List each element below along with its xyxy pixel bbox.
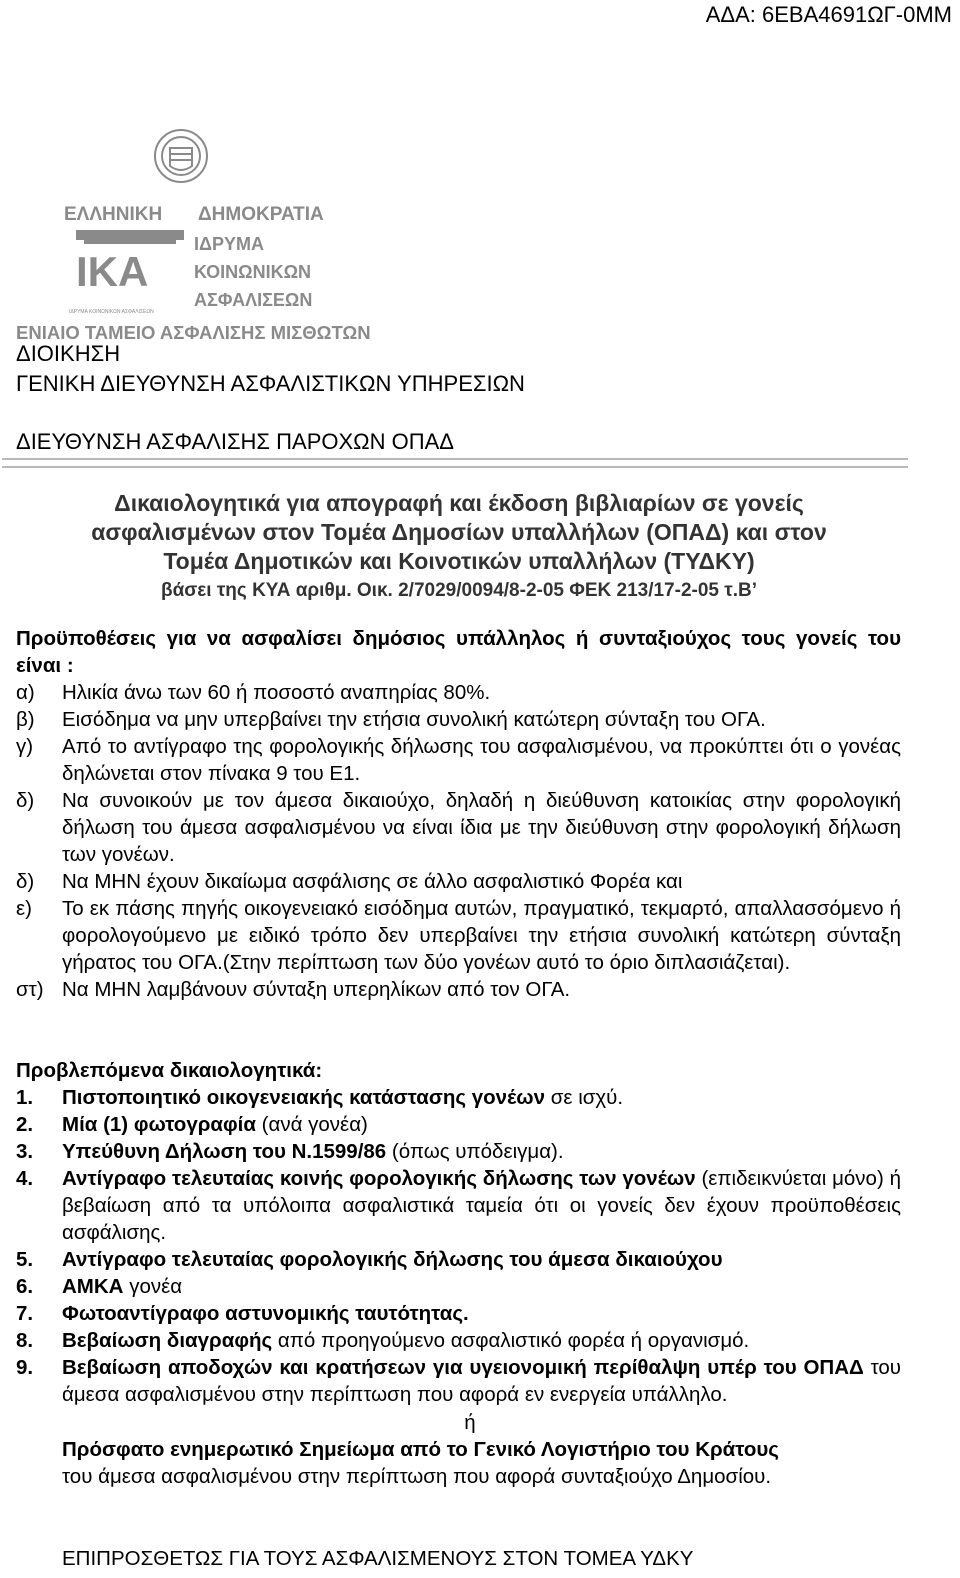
- header-line: ΓΕΝΙΚΗ ΔΙΕΥΘΥΝΣΗ ΑΣΦΑΛΙΣΤΙΚΩΝ ΥΠΗΡΕΣΙΩΝ: [16, 371, 525, 396]
- ika-mark: IKA: [76, 248, 149, 295]
- list-item: 7. Φωτοαντίγραφο αστυνομικής ταυτότητας.: [16, 1302, 469, 1325]
- list-item: 2. Μία (1) φωτογραφία (ανά γονέα): [16, 1113, 368, 1136]
- list-item: δ) Να ΜΗΝ έχουν δικαίωμα ασφάλισης σε άλλο ασφαλιστικό Φορέα και: [16, 870, 683, 893]
- header-line: ΔΙΕΥΘΥΝΣΗ ΑΣΦΑΛΙΣΗΣ ΠΑΡΟΧΩΝ ΟΠΑΔ: [16, 429, 454, 454]
- alternative-item: Πρόσφατο ενημερωτικό Σημείωμα από το Γενικό Λογιστήριο του Κράτους: [62, 1438, 779, 1461]
- list-item: στ) Να ΜΗΝ λαμβάνουν σύνταξη υπερηλίκων από τον ΟΓΑ.: [16, 978, 571, 1001]
- conditions-section: [16, 625, 901, 1003]
- logo-text: ΑΣΦΑΛΙΣΕΩΝ: [194, 290, 313, 310]
- ada-code: ΑΔΑ: 6ΕΒΑ4691ΩΓ-0ΜΜ: [705, 2, 952, 27]
- header-line: ΔΙΟΙΚΗΣΗ: [16, 341, 121, 366]
- footer-heading: ΕΠΙΠΡΟΣΘΕΤΩΣ ΓΙΑ ΤΟΥΣ ΑΣΦΑΛΙΣΜΕΝΟΥΣ ΣΤΟΝ ΤΟΜΕΑ ΥΔΚΥ: [62, 1547, 694, 1570]
- alternative-item-text: του άμεσα ασφαλισμένου στην περίπτωση που αφορά συνταξιούχο Δημοσίου.: [62, 1465, 772, 1488]
- logo-text: ΕΝΙΑΙΟ ΤΑΜΕΙΟ ΑΣΦΑΛΙΣΗΣ ΜΙΣΘΩΤΩΝ: [16, 322, 371, 343]
- logo-text: ΚΟΙΝΩΝΙΚΩΝ: [194, 262, 312, 282]
- page-title: [0, 489, 918, 606]
- title-line: ασφαλισμένων στον Τομέα Δημοσίων υπαλλήλων (ΟΠΑΔ) και στον: [91, 519, 827, 545]
- or-separator: ή: [464, 1411, 476, 1434]
- list-item: α) Ηλικία άνω των 60 ή ποσοστό αναπηρίας 80%.: [16, 681, 491, 704]
- divider: [2, 458, 908, 468]
- list-item: 6. ΑΜΚΑ γονέα: [16, 1275, 183, 1298]
- documents-section: [16, 1057, 901, 1490]
- logo-tiny-text: ΙΔΡΥΜΑ ΚΟΙΝΩΝΙΚΩΝ ΑΣΦΑΛΙΣΕΩΝ: [69, 309, 154, 315]
- list-item: β) Εισόδημα να μην υπερβαίνει την ετήσια συνολική κατώτερη σύνταξη του ΟΓΑ.: [16, 708, 766, 731]
- title-subline: βάσει της ΚΥΑ αριθμ. Οικ. 2/7029/0094/8-2-05 ΦΕΚ 213/17-2-05 τ.Β’: [160, 580, 758, 601]
- logo-text: ΔΗΜΟΚΡΑΤΙΑ: [198, 204, 324, 225]
- conditions-intro: Προϋποθέσεις για να ασφαλίσει δημόσιος υπάλληλος ή συνταξιούχος τους γονείς του είναι :: [16, 627, 901, 677]
- title-line: Τομέα Δημοτικών και Κοινοτικών υπαλλήλων (ΤΥΔΚΥ): [163, 548, 755, 574]
- title-line: Δικαιολογητικά για απογραφή και έκδοση βιβλιαρίων σε γονείς: [114, 490, 804, 516]
- documents-heading: Προβλεπόμενα δικαιολογητικά:: [16, 1059, 323, 1082]
- logo-text: ΙΔΡΥΜΑ: [194, 234, 264, 254]
- greek-emblem-icon: [155, 130, 207, 182]
- list-item: 5. Αντίγραφο τελευταίας φορολογικής δήλωσης του άμεσα δικαιούχου: [16, 1248, 723, 1271]
- list-item: 1. Πιστοποιητικό οικογενειακής κατάστασης γονέων σε ισχύ.: [16, 1086, 624, 1109]
- ika-logo: [14, 126, 394, 346]
- list-item: 4. Αντίγραφο τελευταίας κοινής φορολογικής δήλωσης των γονέων (επιδεικνύεται μόνο) ή βεβαίωση από τα υπόλοιπα ασφαλιστικά ταμεία ότι οι γονείς δεν έχουν προϋποθέσεις ασφάλισης.: [16, 1167, 901, 1244]
- list-item: 3. Υπεύθυνη Δήλωση του Ν.1599/86 (όπως υπόδειγμα).: [16, 1140, 564, 1163]
- list-item: 8. Βεβαίωση διαγραφής από προηγούμενο ασφαλιστικό φορέα ή οργανισμό.: [16, 1329, 750, 1352]
- logo-text: ΕΛΛΗΝΙΚΗ: [64, 204, 163, 225]
- list-item: δ) Να συνοικούν με τον άμεσα δικαιούχο, δηλαδή η διεύθυνση κατοικίας στην φορολογική δήλωση του άμεσα ασφαλισμένου να είναι ίδια με την διεύθυνση στην φορολογική δήλωση των γονέων.: [16, 789, 901, 866]
- list-item: ε) Το εκ πάσης πηγής οικογενειακό εισόδημα αυτών, πραγματικό, τεκμαρτό, απαλλασσόμενο ή φορολογούμενο με ειδικό τρόπο δεν υπερβαίνει την ετήσια συνολική κατώτερη σύνταξη γήρατος του ΟΓΑ.(Στην περίπτωση των δύο γονέων αυτό το όριο διπλασιάζεται).: [16, 897, 901, 974]
- list-item: γ) Από το αντίγραφο της φορολογικής δήλωσης του ασφαλισμένου, να προκύπτει ότι ο γονέας δηλώνεται στον πίνακα 9 του Ε1.: [16, 735, 901, 785]
- list-item: 9. Βεβαίωση αποδοχών και κρατήσεων για υγειονομική περίθαλψη υπέρ του ΟΠΑΔ του άμεσα ασφαλισμένου στην περίπτωση που αφορά εν ενεργεία υπάλληλο.: [16, 1356, 901, 1406]
